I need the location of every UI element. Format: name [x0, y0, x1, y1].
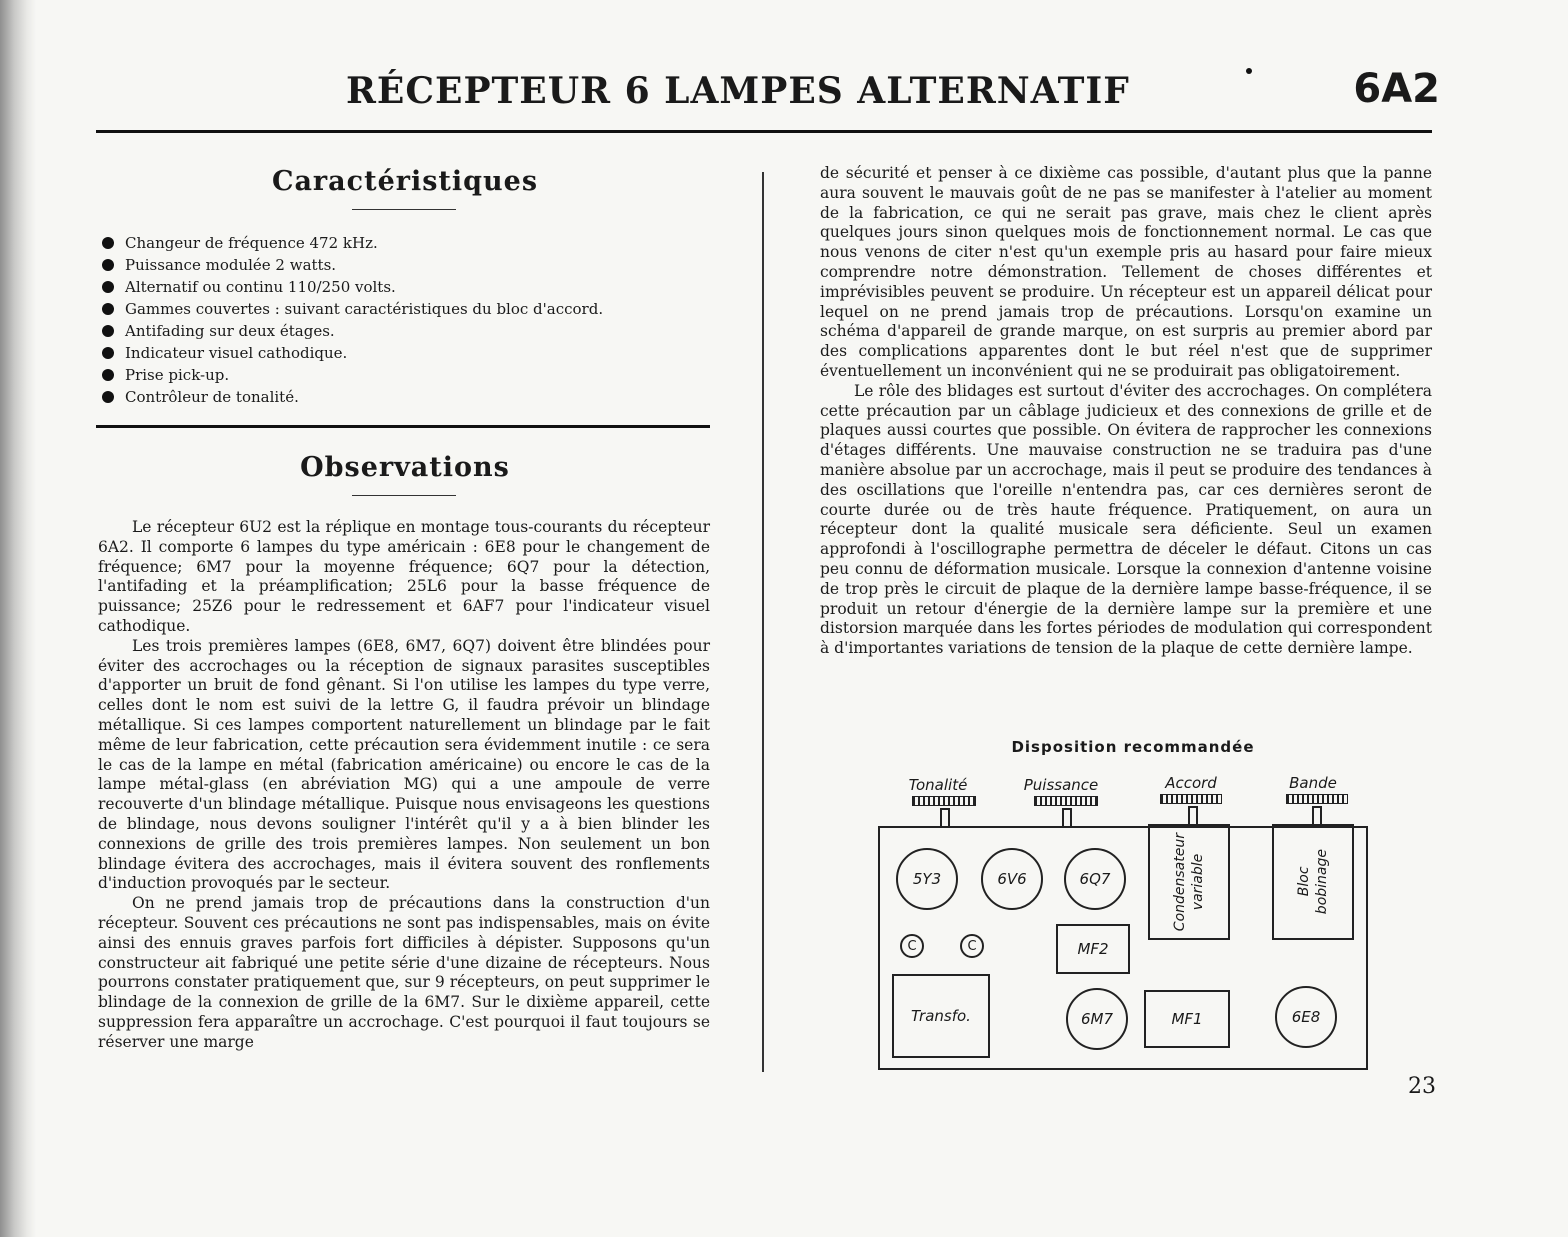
puissance-scale	[1034, 796, 1098, 806]
capacitor-2: C	[960, 934, 984, 958]
section-rule	[96, 425, 710, 428]
puissance-shaft	[1062, 808, 1072, 826]
list-item: Antifading sur deux étages.	[100, 320, 710, 342]
tube-6m7: 6M7	[1066, 988, 1128, 1050]
bullet-icon	[102, 369, 114, 381]
tube-6q7: 6Q7	[1064, 848, 1126, 910]
column-divider	[762, 172, 764, 1072]
paragraph: Le récepteur 6U2 est la réplique en montage tous-courants du récepteur 6A2. Il comporte 6 lampes du type américain : 6E8 pour le changement de fréquence; 6M7 pour la moyenne fréquence; 6Q7 pour la détection, l'antifading et la préamplification; 25L6 pour la basse fréquence de puissance; 25Z6 pour le redressement et 6AF7 pour l'indicateur visuel cathodique.	[98, 518, 710, 635]
knob-label-tonalite: Tonalité	[908, 776, 968, 794]
tube-5y3: 5Y3	[896, 848, 958, 910]
tonalite-scale	[912, 796, 976, 806]
capacitor-1: C	[900, 934, 924, 958]
header-dot	[1246, 68, 1252, 74]
knob-label-accord: Accord	[1165, 774, 1217, 792]
knob-label-bande: Bande	[1289, 774, 1337, 792]
tube-6e8: 6E8	[1275, 986, 1337, 1048]
bullet-icon	[102, 303, 114, 315]
observations-right-column	[820, 164, 1432, 659]
characteristics-heading: Caractéristiques	[271, 166, 539, 197]
condensateur-label: Condensateur variable	[1172, 832, 1206, 932]
characteristics-list	[100, 232, 710, 408]
observations-heading: Observations	[300, 452, 510, 483]
observations-underline	[352, 495, 456, 496]
page-title: RÉCEPTEUR 6 LAMPES ALTERNATIF	[346, 70, 1130, 112]
bullet-icon	[102, 347, 114, 359]
bloc-label: Bloc bobinage	[1296, 849, 1330, 915]
accord-scale	[1160, 794, 1222, 804]
bullet-icon	[102, 391, 114, 403]
bande-scale	[1286, 794, 1348, 804]
bullet-icon	[102, 281, 114, 293]
list-item: Alternatif ou continu 110/250 volts.	[100, 276, 710, 298]
list-item: Changeur de fréquence 472 kHz.	[100, 232, 710, 254]
characteristics-underline	[352, 209, 456, 210]
accord-shaft	[1188, 806, 1198, 824]
page-binding-shadow	[0, 0, 36, 1237]
paragraph: Les trois premières lampes (6E8, 6M7, 6Q7) doivent être blindées pour éviter des accrochages ou la réception de signaux parasites susceptibles d'apporter un bruit de fond gênant. Si l'on utilise les lampes du type verre, celles dont le nom est suivi de la lettre G, il faudra prévoir un blindage métallique. Si ces lampes comportent naturellement un blindage par le fait même de leur fabrication, cette précaution sera évidemment inutile : ce sera le cas de la lampe en métal (fabrication américaine) ou encore le cas de la lampe métal-glass (en abréviation MG) qui a une ampoule de verre recouverte d'un blindage métallique. Puisque nous envisageons les questions de blindage, nous devons souligner l'intérêt qu'il y a à bien blinder les connexions de grille des trois premières lampes. Non seulement un bon blindage évitera des accrochages, mais il évitera souvent des ronflements d'induction provoqués par le secteur.	[98, 636, 710, 893]
model-code: 6A2	[1353, 66, 1440, 112]
box-mf1: MF1	[1144, 990, 1230, 1048]
diagram-title: Disposition recommandée	[1011, 738, 1255, 756]
bande-shaft	[1312, 806, 1322, 824]
tonalite-shaft	[940, 808, 950, 826]
bullet-icon	[102, 325, 114, 337]
list-item: Puissance modulée 2 watts.	[100, 254, 710, 276]
list-item: Indicateur visuel cathodique.	[100, 342, 710, 364]
paragraph: On ne prend jamais trop de précautions dans la construction d'un récepteur. Souvent ces précautions ne sont pas indispensables, mais on évite ainsi des ennuis graves parfois fort difficiles à dépister. Supposons qu'un constructeur ait fabriqué une petite série d'une dizaine de récepteurs. Nous pourrons constater pratiquement que, sur 9 récepteurs, on peut supprimer le blindage de la connexion de grille de la 6M7. Sur le dixième appareil, cette suppression fera apparaître un accrochage. C'est pourquoi il faut toujours se réserver une marge	[98, 894, 710, 1051]
knob-label-puissance: Puissance	[1023, 776, 1099, 794]
list-item: Contrôleur de tonalité.	[100, 386, 710, 408]
page-number: 23	[1408, 1074, 1436, 1099]
list-item: Prise pick-up.	[100, 364, 710, 386]
paragraph: de sécurité et penser à ce dixième cas possible, d'autant plus que la panne aura souvent le mauvais goût de ne pas se manifester à l'atelier au moment de la fabrication, ce qui ne serait pas grave, mais chez le client après quelques jours sinon quelques mois de fonctionnement normal. Le cas que nous venons de citer n'est qu'un exemple pris au hasard pour faire mieux comprendre notre démonstration. Tellement de choses différentes et imprévisibles peuvent se produire. Un récepteur est un appareil délicat pour lequel on ne prend jamais trop de précautions. Lorsqu'on examine un schéma d'appareil de grande marque, on est surpris au premier abord par des complications apparentes dont le but réel n'est que de supprimer éventuellement un inconvénient qui ne se produirait pas obligatoirement.	[820, 164, 1432, 380]
bullet-icon	[102, 259, 114, 271]
observations-left-column	[98, 518, 710, 1053]
header-rule	[96, 130, 1432, 133]
tube-6v6: 6V6	[981, 848, 1043, 910]
box-bloc-bobinage	[1272, 824, 1354, 940]
list-item: Gammes couvertes : suivant caractéristiques du bloc d'accord.	[100, 298, 710, 320]
paragraph: Le rôle des blidages est surtout d'éviter des accrochages. On complétera cette précaution par un câblage judicieux et des connexions de grille et de plaques aussi courtes que possible. On évitera de rapprocher les connexions d'étages différents. Une mauvaise construction ne se traduira pas d'une manière absolue par un accrochage, mais il peut se produire des tendances à des oscillations que l'oreille n'entendra pas, car ces dernières seront de courte durée ou de très haute fréquence. Pratiquement, on aura un récepteur dont la qualité musicale sera déficiente. Seul un examen approfondi à l'oscillographe permettra de déceler le défaut. Citons un cas peu connu de déformation musicale. Lorsque la connexion d'antenne voisine de trop près le circuit de plaque de la dernière lampe basse-fréquence, il se produit un retour d'énergie de la dernière lampe sur la première et une distorsion marquée dans les fortes périodes de modulation qui correspondent à d'importantes variations de tension de la plaque de cette dernière lampe.	[820, 381, 1432, 658]
box-mf2: MF2	[1056, 924, 1130, 974]
box-condensateur-variable	[1148, 824, 1230, 940]
bullet-icon	[102, 237, 114, 249]
box-transfo: Transfo.	[892, 974, 990, 1058]
